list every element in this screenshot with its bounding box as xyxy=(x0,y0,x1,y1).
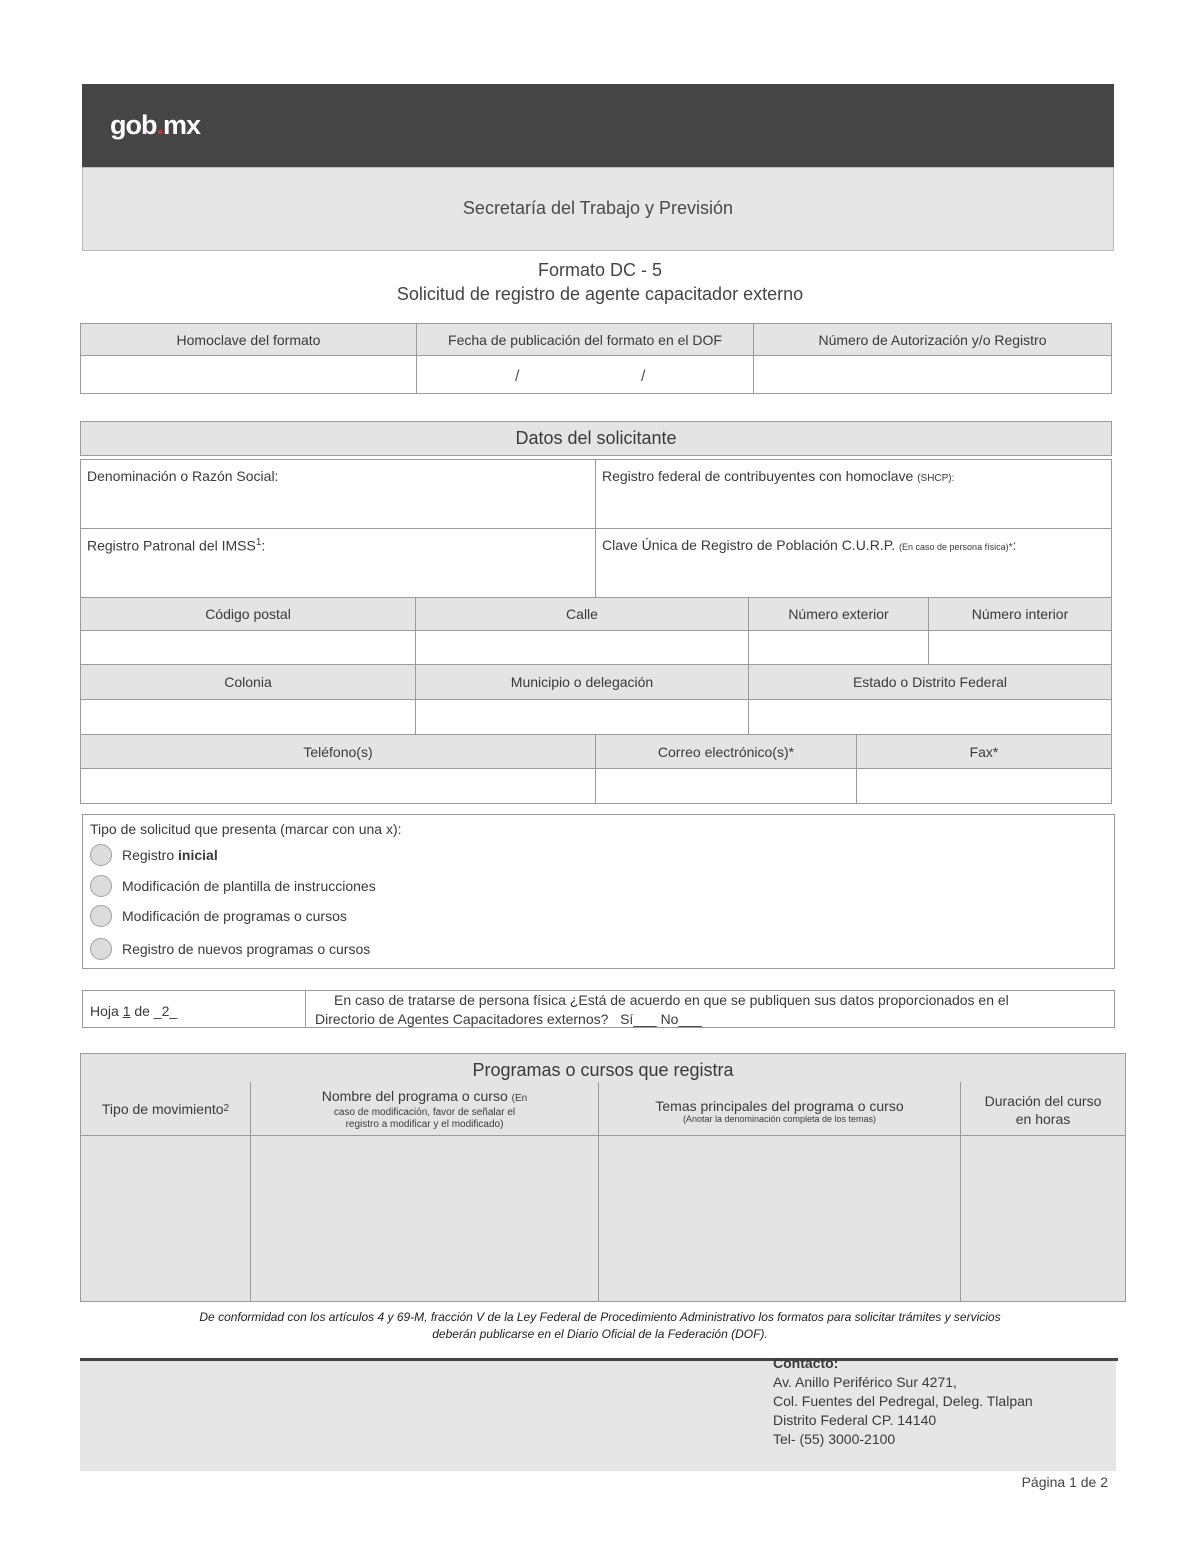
numero-exterior-header: Número exterior xyxy=(748,597,929,631)
telefono-field[interactable] xyxy=(80,768,596,804)
page-number: Página 1 de 2 xyxy=(1021,1474,1108,1490)
rfc-field[interactable] xyxy=(595,459,1112,529)
format-title: Solicitud de registro de agente capacitador externo xyxy=(396,284,804,304)
curp-note: (En caso de persona física) xyxy=(899,542,1009,552)
nombre-programa-label: Nombre del programa o curso xyxy=(321,1088,508,1104)
tipo-movimiento-header xyxy=(80,1082,251,1136)
contact-heading: Contacto: xyxy=(773,1355,839,1371)
hoja-de: de xyxy=(134,1003,150,1019)
temas-field[interactable] xyxy=(598,1135,961,1302)
logo-suffix: mx xyxy=(163,110,201,140)
telefono-header: Teléfono(s) xyxy=(80,734,596,769)
contact-address-1: Av. Anillo Periférico Sur 4271, xyxy=(773,1374,957,1390)
estado-header: Estado o Distrito Federal xyxy=(748,664,1112,700)
homoclave-field[interactable] xyxy=(80,355,417,394)
calle-field[interactable] xyxy=(415,630,749,665)
option-registro-inicial xyxy=(122,847,218,863)
nombre-programa-note-c: registro a modificar y el modificado) xyxy=(345,1119,504,1130)
consent-si-label: Sí xyxy=(620,1011,634,1027)
tipo-solicitud-box xyxy=(82,814,1115,969)
rfc-label: Registro federal de contribuyentes con homoclave xyxy=(602,468,914,484)
imss-colon: : xyxy=(261,537,266,554)
fecha-field[interactable] xyxy=(416,355,754,394)
secretaria-name: Secretaría del Trabajo y Previsión xyxy=(462,198,734,218)
curp-label: Clave Única de Registro de Población C.U.R.P. xyxy=(602,537,896,553)
imss-label: Registro Patronal del IMSS xyxy=(87,537,256,554)
rfc-note: (SHCP): xyxy=(917,473,955,484)
duracion-label-b: en horas xyxy=(1015,1111,1071,1127)
fecha-header: Fecha de publicación del formato en el DOF xyxy=(416,323,754,356)
municipio-field[interactable] xyxy=(415,699,749,735)
tipo-movimiento-label: Tipo de movimiento xyxy=(101,1100,224,1117)
fax-field[interactable] xyxy=(856,768,1112,804)
logo-main: gob xyxy=(110,110,157,140)
nombre-programa-note-b: caso de modificación, favor de señalar el xyxy=(333,1107,516,1118)
colonia-header: Colonia xyxy=(80,664,416,700)
fax-header: Fax* xyxy=(856,734,1112,769)
option-modificacion-programas: Modificación de programas o cursos xyxy=(122,908,347,924)
contact-phone: Tel- (55) 3000-2100 xyxy=(773,1431,896,1447)
homoclave-header: Homoclave del formato xyxy=(80,323,417,356)
curp-asterisk: * xyxy=(1008,542,1013,553)
duracion-header xyxy=(960,1082,1126,1136)
consent-line1: En caso de tratarse de persona física ¿Está de acuerdo en que se publiquen sus datos proporcionados en el xyxy=(334,992,1009,1008)
radio-modificacion-plantilla[interactable] xyxy=(90,875,112,897)
contact-address-2: Col. Fuentes del Pedregal, Deleg. Tlalpan xyxy=(773,1393,1033,1409)
hoja-total: _2_ xyxy=(153,1003,178,1019)
numero-autorizacion-header: Número de Autorización y/o Registro xyxy=(753,323,1112,356)
nombre-programa-note-a: (En xyxy=(511,1093,528,1104)
consent-si-blank[interactable]: ___ xyxy=(633,1011,657,1027)
imss-footnote: 1 xyxy=(255,537,262,548)
tipo-movimiento-field[interactable] xyxy=(80,1135,251,1302)
consent-line2 xyxy=(315,1011,702,1027)
solicitante-section-title: Datos del solicitante xyxy=(80,421,1112,456)
nombre-programa-header xyxy=(250,1082,599,1136)
duracion-label-a: Duración del curso xyxy=(984,1093,1102,1109)
curp-colon: : xyxy=(1012,537,1017,553)
razon-social-label: Denominación o Razón Social: xyxy=(87,468,279,484)
calle-header: Calle xyxy=(415,597,749,631)
nombre-programa-field[interactable] xyxy=(250,1135,599,1302)
format-code: Formato DC - 5 xyxy=(537,260,663,280)
codigo-postal-header: Código postal xyxy=(80,597,416,631)
imss-field[interactable] xyxy=(80,528,596,598)
consent-no-label: No xyxy=(660,1011,679,1027)
tipo-solicitud-prompt: Tipo de solicitud que presenta (marcar con una x): xyxy=(90,821,402,837)
hoja-text xyxy=(90,1003,177,1019)
contact-block xyxy=(773,1354,1033,1449)
option-nuevos-programas: Registro de nuevos programas o cursos xyxy=(122,941,371,957)
legal-note-line2: deberán publicarse en el Diario Oficial de la Federación (DOF). xyxy=(432,1327,768,1341)
temas-header xyxy=(598,1082,961,1136)
hoja-number[interactable]: 1 xyxy=(122,1003,131,1019)
contact-address-3: Distrito Federal CP. 14140 xyxy=(773,1412,937,1428)
estado-field[interactable] xyxy=(748,699,1112,735)
option-label: Registro xyxy=(122,847,179,863)
consent-box xyxy=(305,990,1115,1028)
consent-question: Directorio de Agentes Capacitadores externos? xyxy=(315,1011,609,1027)
radio-registro-inicial[interactable] xyxy=(90,844,112,866)
codigo-postal-field[interactable] xyxy=(80,630,416,665)
numero-exterior-field[interactable] xyxy=(748,630,929,665)
temas-note: (Anotar la denominación completa de los temas) xyxy=(682,1114,877,1124)
duracion-field[interactable] xyxy=(960,1135,1126,1302)
numero-interior-field[interactable] xyxy=(928,630,1112,665)
razon-social-field[interactable] xyxy=(80,459,596,529)
logo-dot: . xyxy=(156,110,163,140)
numero-interior-header: Número interior xyxy=(928,597,1112,631)
secretaria-box xyxy=(82,167,1114,251)
correo-field[interactable] xyxy=(595,768,857,804)
consent-no-blank[interactable]: ___ xyxy=(678,1011,702,1027)
curp-field[interactable] xyxy=(595,528,1112,598)
hoja-box xyxy=(82,990,306,1028)
radio-nuevos-programas[interactable] xyxy=(90,938,112,960)
gobmx-logo[interactable] xyxy=(110,110,200,141)
legal-note-line1: De conformidad con los artículos 4 y 69-M, fracción V de la Ley Federal de Procedimiento Administrativo los formatos para solicitar trámites y servicios xyxy=(199,1310,1001,1324)
programas-section-title: Programas o cursos que registra xyxy=(472,1060,734,1080)
date-separator: / xyxy=(515,368,520,385)
correo-header: Correo electrónico(s)* xyxy=(595,734,857,769)
date-separator: / xyxy=(641,368,646,385)
option-label-bold: inicial xyxy=(178,847,218,863)
temas-label: Temas principales del programa o curso xyxy=(655,1098,904,1114)
header-banner xyxy=(82,84,1114,167)
hoja-label: Hoja xyxy=(90,1003,119,1019)
radio-modificacion-programas[interactable] xyxy=(90,905,112,927)
municipio-header: Municipio o delegación xyxy=(415,664,749,700)
option-modificacion-plantilla: Modificación de plantilla de instrucciones xyxy=(122,878,376,894)
numero-autorizacion-field[interactable] xyxy=(753,355,1112,394)
colonia-field[interactable] xyxy=(80,699,416,735)
tipo-movimiento-footnote: 2 xyxy=(223,1103,230,1114)
